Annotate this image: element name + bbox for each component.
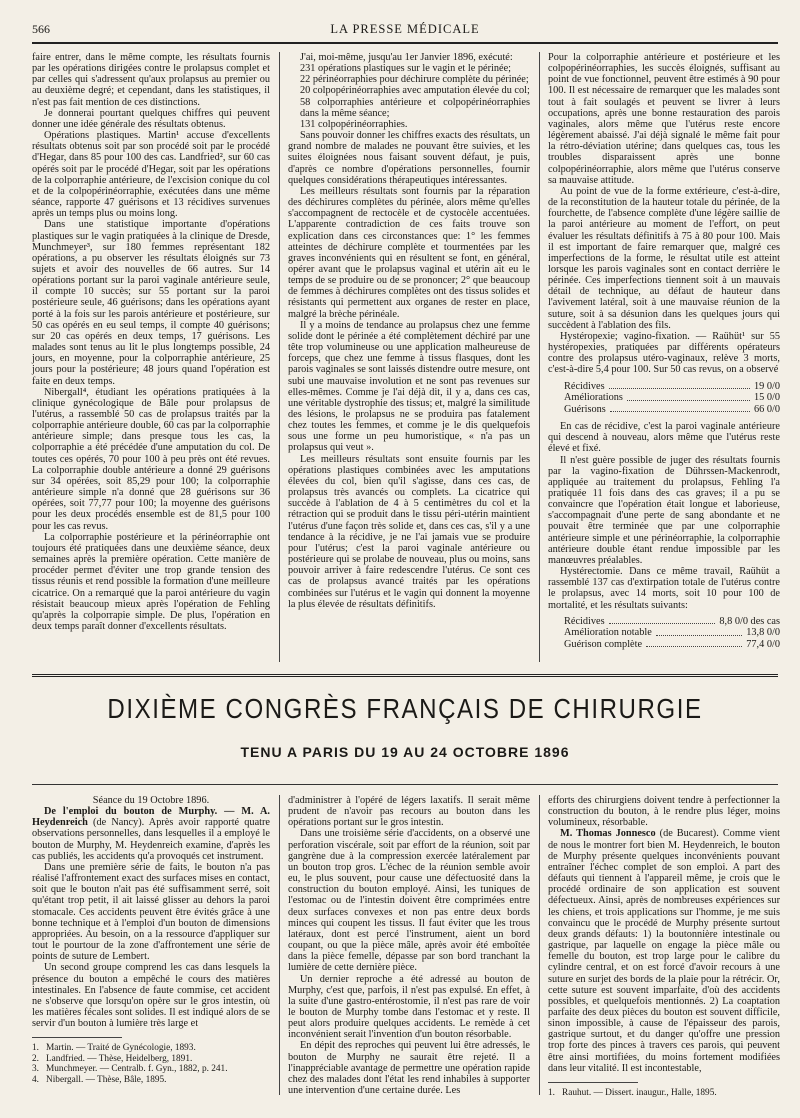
stat-value: 77,4 0/0 — [746, 638, 780, 650]
article-lead-text: (de Bucarest). Comme vient de nous le montrer fort bien M. Heydenreich, le bouton de Murphy présente quelques inconvénients pouvant entraîner l'échec complet de son emploi. A part des défauts qui tiennent à l'appareil même, je crois que le procédé ordinaire de son application est souvent défectueux. Ainsi, après de nombreuses expériences sur les chiens, et trois applications sur l'homme, je me suis convaincu que le procédé de Murphy présente surtout deux grands défauts: 1) la boutonnière intestinale ou gastrique, par laquelle on engage la pièce mâle ou femelle du bouton, est trop large pour le calibre du cylindre central, et on est forcé d'avoir recours à une suture en surjet des bords de la plaie pour la rétrécir. Or, cette suture est souvent imparfaite, d'où des accidents possibles, et quelquefois mentionnés. 2) La coaptation parfaite des deux pièces du bouton est souvent difficile, sinon impossible, à cause de l'épaisseur des parois, gastrique surtout, et du danger qu'offre une pression trop forte des pinces à travers ces parois, qui peuvent être ainsi mortifiées, du moins fortement modifiées dans leur vitalité. Il est incontestable, — [548, 828, 781, 1074]
paragraph: efforts des chirurgiens doivent tendre à perfectionner la construction du bouton, à le rendre plus léger, moins volumineux, résorbable. — [548, 795, 780, 829]
paragraph: Hystérectomie. Dans ce même travail, Raühüt a rassemblé 137 cas d'extirpation totale de l'utérus contre le prolapsus, avec 14 morts, soit 10 pour 100 de mortalité, et les résultats suivants: — [548, 566, 780, 611]
paragraph: Sans pouvoir donner les chiffres exacts des résultats, un grand nombre de malades ne pouvant être suivies, et les suites éloignées nous faisant souvent défaut, je puis, d'après ce nombre d'opérations personnelles, fournir quelques considérations thérapeutiques intéressantes. — [288, 130, 531, 186]
column-divider — [539, 52, 540, 662]
article-lead-text: (de Nancy). Après avoir rapporté quatre observations personnelles, dans lesquelles il a employé le bouton de Murphy, M. Heydenreich examine, d'après les cas publiés, les accidents qu'a provoqués cet instrument. — [32, 817, 271, 862]
header-rule — [32, 42, 778, 44]
stat-label: Amélioration notable — [564, 627, 652, 639]
paragraph — [548, 828, 780, 1073]
section-subtitle: TENU A PARIS DU 19 AU 24 OCTOBRE 1896 — [240, 744, 570, 760]
stat-label: Récidives — [564, 380, 605, 392]
stat-label: Guérison complète — [564, 638, 643, 650]
top-column-1 — [32, 52, 270, 632]
footnote-rule — [32, 1037, 122, 1038]
stat-row — [548, 639, 780, 651]
paragraph: Un second groupe comprend les cas dans lesquels la présence du bouton a empêché le cours des matières intestinales. En l'absence de faute commise, cet accident ne s'observe que lorsqu'on opère sur le gros intestin, où les matières fécales sont solides. Il est indiqué alors de se servir d'un bouton à lumière très large et — [32, 962, 270, 1030]
list-item: 231 opérations plastiques sur le vagin et le périnée; — [300, 63, 512, 75]
section-title: DIXIÈME CONGRÈS FRANÇAIS DE CHIRURGIE — [107, 693, 703, 724]
footnote: 1. Martin. — Traité de Gynécologie, 1893. — [32, 1043, 196, 1054]
section-rule-bottom — [32, 784, 778, 785]
paragraph: Au point de vue de la forme extérieure, c'est-à-dire, de la reconstitution de la hauteur totale du périnée, de la fourchette, de l'absence complète d'une légère saillie de la paroi antérieure au moment de l'effort, on peut évaluer les résultats définitifs à 75 à 80 pour 100. Mais il est important de faire remarquer que, malgré ces imperfections de la forme, le résultat utile est atteint lorsque les parois vaginales sont en contact derrière le périnée. Ces imperfections tiennent soit à un mauvais détail de technique, au défaut de hauteur dans l'avivement latéral, soit à une mauvaise réunion de la suture, soit à sa désunion dans les quelques jours qui succèdent à l'ablation des fils. — [548, 185, 780, 331]
footnote-rule — [548, 1082, 638, 1083]
paragraph: Je donnerai pourtant quelques chiffres qui peuvent donner une idée générale des résultats obtenus. — [32, 107, 270, 130]
bottom-column-3 — [548, 795, 780, 1098]
stat-row — [548, 392, 780, 404]
footnote: 3. Munchmeyer. — Centralb. f. Gyn., 1882, p. 241. — [32, 1064, 228, 1075]
stat-value: 19 0/0 — [753, 380, 780, 392]
bottom-column-2 — [288, 795, 530, 1096]
column-divider — [279, 52, 280, 662]
list-item: 20 colpopérinéorraphies avec amputation élevée du col; — [300, 85, 530, 97]
paragraph: Dans une troisième série d'accidents, on a observé une perforation viscérale, soit par effort de la réunion, soit par gangrène due à la compression exercée latéralement par un bouton trop gros. L'échec de la réunion semble avoir eu, le plus souvent, pour cause une défectuosité dans la construction du bouton employé. Ainsi, les tuniques de l'estomac ou de l'intestin doivent être comprimées entre deux surfaces convexes et non pas entre deux bords minces qui coupent les tissus. Il faut éviter que les trous latéraux, dont est percé l'instrument, aient un bord coupant, ou que la pièce mâle, après avoir été emboîtée dans la pièce femelle, dépasse par son bord tranchant la lumière de cette dernière pièce. — [288, 828, 530, 974]
paragraph: Les meilleurs résultats sont ensuite fournis par les opérations plastiques combinées avec les amputations élevées du col, bien qu'il s'agisse, dans ces cas, de prolapsus très avancés ou complets. La cicatrice qui succède à l'ablation de 4 à 5 centimètres du col et la rétraction qui se produit dans le tissu péri-utérin maintient l'utérus d'une façon très solide et, dans ces cas, s'il y a une tendance à la récidive, je ne l'ai jamais vue se produire pour l'utérus; c'est la paroi vaginale antérieure ou postérieure qui se prolabe de nouveau, plus ou moins, sans pouvoir arriver à faire redescendre l'utérus. Ce sont ces cas de prolapsus avancé traités par les opérations combinées sur l'utérus et le vagin qui donnent la moyenne la plus élevée de résultats définitifs. — [288, 453, 530, 610]
paragraph: Hystéropexie; vagino-fixation. — Raühüt¹ sur 55 hystéropexies, pratiquées par différents opérateurs contre des prolapsus utéro-vaginaux, relève 3 morts, c'est-à-dire 5,4 pour 100. Sur 50 cas revus, on a observé — [548, 330, 780, 376]
top-column-3 — [548, 52, 780, 656]
page-number: 566 — [32, 22, 50, 36]
article-lead: De l'emploi du bouton de Murphy. — M. A. Heydenreich — [32, 806, 270, 829]
paragraph: En cas de récidive, c'est la paroi vaginale antérieure qui descend à nouveau, alors même que l'utérus reste élevé et fixé. — [548, 421, 780, 455]
stat-row — [548, 404, 780, 416]
paragraph: Dans une première série de faits, le bouton n'a pas réalisé l'affrontement exact des surfaces mises en contact, soit que le bouton n'ait pas été suffisamment serré, soit qu'étant trop petit, il ait laissé glisser au dehors la paroi stomacale. Ces accidents peuvent être évités grâce à une bonne technique et à l'emploi d'un bouton de dimensions appropriées. Au besoin, on a la ressource d'appliquer sur tout le pourtour de la zone d'affrontement une série de points de suture de Lembert. — [32, 861, 270, 963]
list-item: 22 périnéorraphies pour déchirure complète du périnée; — [300, 74, 529, 86]
column-divider — [279, 795, 280, 1095]
operations-list — [288, 63, 530, 130]
paragraph — [32, 806, 270, 862]
stat-label: Récidives — [564, 615, 605, 627]
stat-label: Améliorations — [564, 392, 623, 404]
paragraph: d'administrer à l'opéré de légers laxatifs. Il serait même prudent de n'avoir pas recours au bouton dans les opérations portant sur le gros intestin. — [288, 795, 530, 829]
paragraph: Nibergall⁴, étudiant les opérations pratiquées à la clinique gynécologique de Bâle pour prolapsus de l'utérus, a rassemblé 50 cas de prolapsus traités par la colporraphie antérieure double, 60 cas par la colporraphie antérieure simple; dans presque tous les cas, la colporraphie a été précédée d'une amputation du col. De toutes ces opérés, 70 pour 100 à peu près ont été revues. La colporraphie double antérieure a donné 29 guérisons sur 34 opérées, soit 85,29 pour 100; la colporraphie antérieure simple n'a donné que 28 guérisons sur 36 opérées, soit 77,77 pour 100; la moyenne des guérisons pour les deux procédés ensemble est de 81,5 pour 100 pour les cas revus. — [32, 386, 270, 532]
journal-title: LA PRESSE MÉDICALE — [330, 22, 480, 36]
paragraph: Il n'est guère possible de juger des résultats fournis par la vagino-fixation de Dührssen-Mackenrodt, appliquée au traitement du prolapsus, Fehling l'a pratiquée 11 fois dans des cas graves; il a pu se convaincre que l'opération était longue et laborieuse, s'accompagnait d'une perte de sang abondante et ne pouvait être terminée que par une colporraphie antérieure simple et une périnéorraphie, la colporraphie antérieure double étant rendue impossible par les manœuvres préalables. — [548, 454, 780, 566]
stat-value: 8,8 0/0 des cas — [719, 615, 780, 627]
paragraph: En dépit des reproches qui peuvent lui être adressés, le bouton de Murphy ne saurait être rejeté. Il a l'inappréciable avantage de permettre une opération rapide chez des malades dont l'état les rend inhabiles à supporter une intervention d'une certaine durée. Les — [288, 1040, 530, 1097]
footnote: 1. Rauhut. — Dissert. inaugur., Halle, 1895. — [548, 1087, 717, 1098]
paragraph: Il y a moins de tendance au prolapsus chez une femme solide dont le périnée a été complètement déchiré par une tête trop volumineuse ou une application malheureuse de forceps, que chez une femme à tissus flasques, dont les parois vaginales se sont laissés distendre outre mesure, ont subi une mauvaise involution et ne sont pas revenues sur elles-mêmes. Comme je l'ai déjà dit, il y a, dans ces cas, une véritable dystrophie des tissus; et, malgré la similitude des lésions, le prolapsus ne se produira pas fatalement chez toutes les femmes, et comme je le dis quelquefois sous une forme un peu humoristique, « n'a pas un prolapsus qui veut ». — [288, 319, 530, 454]
footnote: 4. Nibergall. — Thèse, Bâle, 1895. — [32, 1074, 167, 1085]
paragraph: Opérations plastiques. Martin¹ accuse d'excellents résultats obtenus soit par son procédé soit par le procédé d'Hegar, dans 85 pour 100 des cas. Landfried², sur 60 cas opérés soit par le procédé d'Hegar, soit par les opérations de la colporraphie antérieure, de l'excision conique du col et de la colpopérinéorraphie, exécutées dans une même séance, rapporte 47 guérisons et 13 récidives survenues après un temps plus ou moins long. — [32, 130, 270, 220]
bottom-column-1 — [32, 795, 270, 1085]
paragraph: faire entrer, dans le même compte, les résultats fournis par les opérations dirigées contre le prolapsus complet et par celles qui s'adressent qu'aux prolapsus au premier ou au deuxième degré; et cependant, dans les statistiques, il n'est pas fait mention de ces distinctions. — [32, 52, 270, 108]
paragraph: J'ai, moi-même, jusqu'au 1er Janvier 1896, exécuté: — [300, 52, 513, 63]
list-item: 58 colporraphies antérieure et colpopérinéorraphies dans la même séance; — [300, 96, 530, 119]
stat-value: 13,8 0/0 — [746, 627, 780, 639]
session-date: Séance du 19 Octobre 1896. — [92, 795, 210, 806]
paragraph: Les meilleurs résultats sont fournis par la réparation des déchirures complètes du périnée, alors même qu'elles s'accompagnent de rectocèle et de cystocèle accentuées. L'apparente contradiction de ces faits trouve son explication dans ces circonstances que: 1° les femmes atteintes de déchirure complète et tourmentées par les graves inconvénients qui en résultent se font, en général, opérer avant que le prolapsus vaginal et utérin ait eu le temps de se produire ou de se prononcer; 2° que beaucoup de femmes à déchirures complètes ont des tissus solides et résistants qui permettent aux organes de rester en place, malgré la brèche périnéale. — [288, 185, 530, 320]
footnote: 2. Landfried. — Thèse, Heidelberg, 1891. — [32, 1053, 193, 1064]
section-rule-top — [32, 674, 778, 681]
stat-row — [548, 381, 780, 393]
running-header — [32, 22, 778, 40]
stat-row — [548, 616, 780, 628]
article-lead: M. Thomas Jonnesco — [560, 828, 656, 840]
paragraph: La colporraphie postérieure et la périnéorraphie ont toujours été pratiquées dans une deuxième séance, deux semaines après la première opération. Cette manière de procéder permet d'éviter une trop grande tension des tissus réunis et rend possible la formation d'une meilleure cicatrice. On a remarqué que la paroi antérieure du vagin résistait beaucoup mieux après l'opération de Fehling qu'après la colporrapie simple. De plus, l'opération en deux temps paraît donner d'excellents résultats. — [32, 531, 270, 632]
paragraph: Pour la colporraphie antérieure et postérieure et les colpopérinéorraphies, les succès éloignés, suffisant au point de vue fonctionnel, peuvent être estimés à 90 pour 100. Il est nécessaire de remarquer que les malades sont tout à fait soulagés et peuvent se livrer à leurs occupations, après une bonne restauration des parois vaginales, alors même que l'utérus reste encore légèrement abaissé. J'ai déjà signalé le même fait pour la rétro-déviation utérine; dans quelques cas, tous les troubles disparaissent après une bonne colpopérinéorraphie, alors même que l'utérus conserve sa mauvaise attitude. — [548, 52, 780, 186]
top-column-2 — [288, 52, 530, 610]
stat-label: Guérisons — [564, 403, 606, 415]
results-table-hysterectomy — [548, 616, 780, 651]
paragraph: Dans une statistique importante d'opérations plastiques sur le vagin pratiquées à la clinique de Dresde, Munchmeyer³, sur 180 femmes représentant 182 opérations, a pu observer les résultats éloignés sur 73 sujets et avoir des nouvelles de 66 autres. Sur 14 opérations portant sur la paroi vaginale antérieure seule, il compte 10 succès; sur 55 portant sur la paroi postérieure seule, 46 guérisons; dans les opérations ayant porté à la fois sur les parois antérieure et postérieure, sur 50 cas opérés en eu seul temps, il compte 40 guérisons; sur 20 cas opérés en deux temps, 17 guérisons. Les malades sont tenus au lit le plus longtemps possible, 24 jours, en moyenne, pour la colporraphie antérieure, 25 jours pour la postérieure; 48 jours quand l'opération est faite en deux temps. — [32, 219, 270, 387]
results-table-hysteropexy — [548, 381, 780, 416]
list-item: 131 colpopérinéorraphies. — [300, 118, 408, 130]
column-divider — [539, 795, 540, 1095]
stat-value: 66 0/0 — [753, 403, 780, 415]
stat-row — [548, 627, 780, 639]
paragraph: Un dernier reproche a été adressé au bouton de Murphy, c'est que, parfois, il n'est pas expulsé. En effet, à la suite d'une gastro-entérostomie, il n'est pas rare de voir le bouton de Murphy tombe dans l'estomac et y reste. Il peut alors produire quelques accidents. Le remède à cet inconvénient serait l'invention d'un bouton résorbable. — [288, 973, 530, 1041]
stat-value: 15 0/0 — [753, 392, 780, 404]
